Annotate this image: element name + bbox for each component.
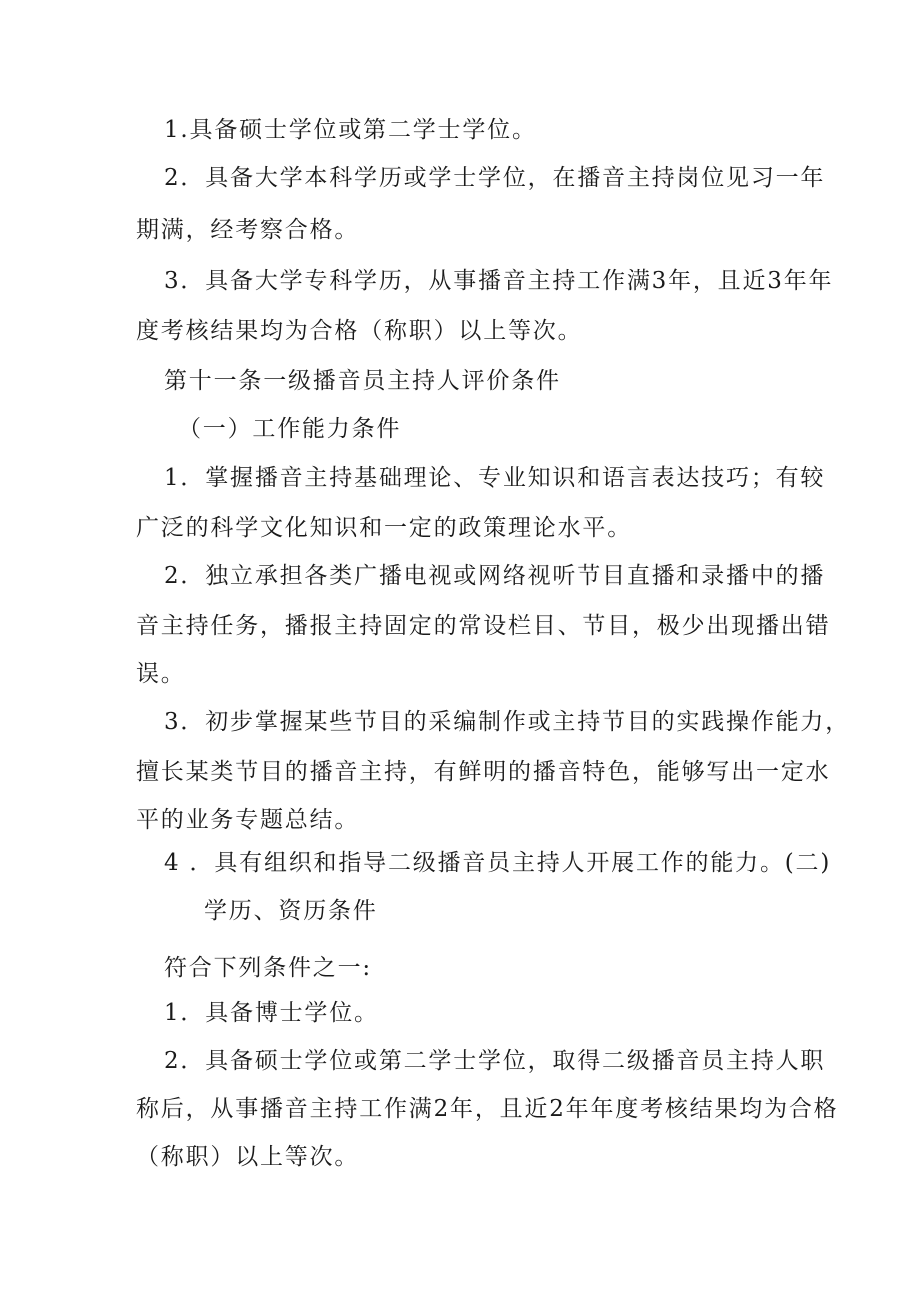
text-line-13: 3．初步掌握某些节目的采编制作或主持节目的实践操作能力， [164,709,851,735]
text-line-16: 4 ．具有组织和指导二级播音员主持人开展工作的能力。(二) [164,850,832,876]
section-heading: 第十一条一级播音员主持人评价条件 [164,368,561,394]
text-line-14: 擅长某类节目的播音主持，有鲜明的播音特色，能够写出一定水 [136,759,831,785]
text-line-19: 1．具备博士学位。 [164,1000,379,1026]
text-line-2: 2．具备大学本科学历或学士学位，在播音主持岗位见习一年 [164,165,826,191]
text-line-9: 广泛的科学文化知识和一定的政策理论水平。 [136,515,632,541]
subsection-heading-education: 学历、资历条件 [204,898,378,924]
text-line-18: 符合下列条件之一: [164,955,372,981]
subsection-heading-work-ability: （一）工作能力条件 [178,416,402,442]
text-line-12: 误。 [136,661,186,687]
text-line-22: （称职）以上等次。 [136,1144,360,1170]
text-line-15: 平的业务专题总结。 [136,807,360,833]
text-line-21: 称后，从事播音主持工作满2年，且近2年年度考核结果均为合格 [136,1096,839,1122]
text-line-8: 1．掌握播音主持基础理论、专业知识和语言表达技巧；有较 [164,465,826,491]
text-line-4: 3．具备大学专科学历，从事播音主持工作满3年，且近3年年 [164,268,834,294]
text-line-11: 音主持任务，播报主持固定的常设栏目、节目，极少出现播出错 [136,613,831,639]
text-line-3: 期满，经考察合格。 [136,217,360,243]
text-line-10: 2．独立承担各类广播电视或网络视听节目直播和录播中的播 [164,563,826,589]
text-line-1: 1.具备硕士学位或第二学士学位。 [164,117,537,143]
text-line-20: 2．具备硕士学位或第二学士学位，取得二级播音员主持人职 [164,1048,826,1074]
text-line-5: 度考核结果均为合格（称职）以上等次。 [136,318,583,344]
